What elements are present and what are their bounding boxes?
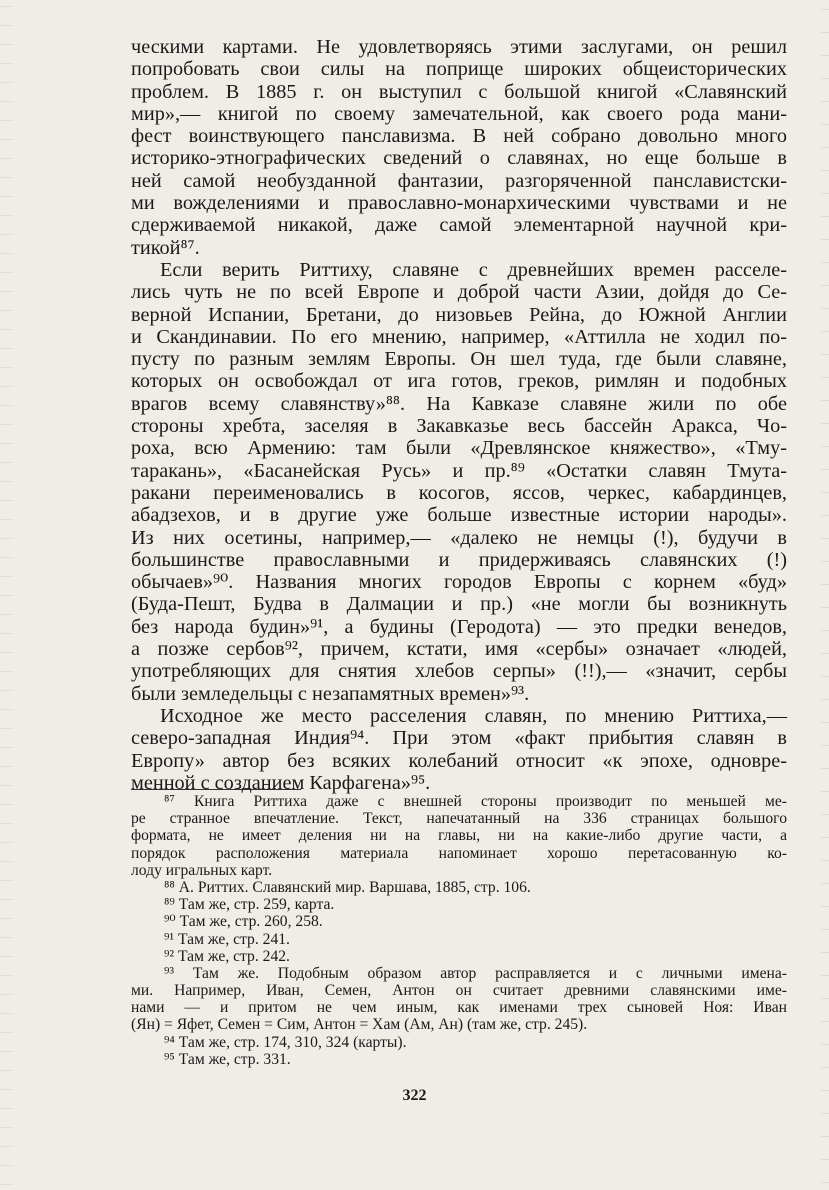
text-line: историко-этнографических сведений о славянах, но еще больше в bbox=[131, 147, 787, 170]
text-line: сдерживаемой никакой, даже самой элементарной научной кри- bbox=[131, 214, 787, 237]
footnote-line: ⁹⁴ Там же, стр. 174, 310, 324 (карты). bbox=[164, 1033, 407, 1051]
text-line: Из них осетины, например,— «далеко не немцы (!), будучи в bbox=[131, 526, 787, 549]
text-line: мир»,— книгой по своему замечательной, как своего рода мани- bbox=[131, 102, 787, 125]
text-line: и Скандинавии. По его мнению, например, «Аттилла не ходил по- bbox=[131, 325, 787, 348]
footnote-line: формата, не имеет деления ни на главы, ни на какие-либо другие части, а bbox=[131, 827, 787, 845]
footnote-line: (Ян) = Яфет, Семен = Сим, Антон = Хам (Ам, Ан) (там же, стр. 245). bbox=[131, 1016, 588, 1034]
scan-edge-right bbox=[821, 0, 829, 1190]
text-line: стороны хребта, заселяя в Закавказье весь бассейн Аракса, Чо- bbox=[131, 415, 787, 438]
footnote-separator bbox=[131, 789, 301, 790]
footnote-line: лоду игральных карт. bbox=[131, 861, 273, 879]
text-line: абадзехов, и в другие уже больше известные истории народы». bbox=[131, 504, 787, 527]
text-line: Исходное же место расселения славян, по мнению Риттиха,— bbox=[160, 704, 787, 727]
footnote-line: ⁹¹ Там же, стр. 241. bbox=[164, 930, 290, 948]
text-line: а позже сербов⁹², причем, кстати, имя «сербы» означает «людей, bbox=[131, 638, 787, 661]
footnote-line: порядок расположения материала напоминает хорошо перетасованную ко- bbox=[131, 844, 787, 862]
text-line: фест воинствующего панславизма. В ней собрано довольно много bbox=[131, 125, 787, 148]
text-line: проблем. В 1885 г. он выступил с большой книгой «Славянский bbox=[131, 80, 787, 103]
footnotes bbox=[131, 793, 787, 1068]
text-line: попробовать свои силы на поприще широких общеисторических bbox=[131, 58, 787, 81]
text-line: таракань», «Басанейская Русь» и пр.⁸⁹ «Остатки славян Тмута- bbox=[131, 459, 787, 482]
text-line: ческими картами. Не удовлетворяясь этими заслугами, он решил bbox=[131, 36, 787, 58]
footnote-line: ⁸⁹ Там же, стр. 259, карта. bbox=[164, 896, 335, 914]
footnote-line: ⁹³ Там же. Подобным образом автор расправляется и с личными имена- bbox=[164, 964, 787, 982]
text-line: (Буда-Пешт, Будва в Далмации и пр.) «не могли бы возникнуть bbox=[131, 593, 787, 616]
text-line: большинстве православными и придерживаясь славянских (!) bbox=[131, 548, 787, 571]
text-line: роха, всю Армению: там были «Древлянское княжество», «Тму- bbox=[131, 437, 787, 460]
footnote-line: ⁹⁵ Там же, стр. 331. bbox=[164, 1050, 291, 1068]
text-line: менной с созданием Карфагена»⁹⁵. bbox=[131, 771, 431, 794]
main-text bbox=[131, 36, 787, 794]
text-line: врагов всему славянству»⁸⁸. На Кавказе славяне жили по обе bbox=[131, 392, 787, 415]
text-line: которых он освобождал от ига готов, греков, римлян и подобных bbox=[131, 370, 787, 393]
text-line: пусту по разным землям Европы. Он шел туда, где были славяне, bbox=[131, 348, 787, 371]
text-line: северо-западная Индия⁹⁴. При этом «факт прибытия славян в bbox=[131, 727, 787, 750]
footnote-line: ⁹² Там же, стр. 242. bbox=[164, 947, 290, 965]
text-line: лись чуть не по всей Европе и доброй части Азии, дойдя до Се- bbox=[131, 281, 787, 304]
footnote-line: ⁸⁷ Книга Риттиха даже с внешней стороны производит по меньшей ме- bbox=[164, 793, 787, 810]
text-line: Европу» автор без всяких колебаний относит «к эпохе, одновре- bbox=[131, 749, 787, 772]
text-line: Если верить Риттиху, славяне с древнейших времен расселе- bbox=[160, 258, 787, 281]
scan-edge-left bbox=[0, 0, 14, 1190]
text-line: ми вожделениями и православно-монархическими чувствами и не bbox=[131, 192, 787, 215]
text-line: ракани переименовались в косогов, яссов, черкес, кабардинцев, bbox=[131, 481, 787, 504]
text-line: употребляющих для снятия хлебов серпы» (!!),— «значит, сербы bbox=[131, 660, 787, 683]
footnote-line: ⁹⁰ Там же, стр. 260, 258. bbox=[164, 913, 323, 931]
text-line: ней самой необузданной фантазии, разгоряченной панславистски- bbox=[131, 169, 787, 192]
footnote-line: нами — и притом не чем иным, как именами трех сыновей Ноя: Иван bbox=[131, 999, 787, 1017]
page-number: 322 bbox=[402, 1087, 427, 1104]
footnote-line: ре странное впечатление. Текст, напечатанный на 336 страницах большого bbox=[131, 810, 787, 828]
footnote-line: ⁸⁸ А. Риттих. Славянский мир. Варшава, 1885, стр. 106. bbox=[164, 878, 531, 896]
text-line: обычаев»⁹⁰. Названия многих городов Европы с корнем «буд» bbox=[131, 571, 787, 594]
text-line: были земледельцы с незапамятных времен»⁹³. bbox=[131, 682, 530, 705]
footnote-line: ми. Например, Иван, Семен, Антон он считает древними славянскими име- bbox=[131, 982, 787, 1000]
text-line: без народа будин»⁹¹, а будины (Геродота) — это предки венедов, bbox=[131, 615, 787, 638]
text-line: тикой⁸⁷. bbox=[131, 236, 200, 259]
text-line: верной Испании, Бретани, до низовьев Рейна, до Южной Англии bbox=[131, 303, 787, 326]
